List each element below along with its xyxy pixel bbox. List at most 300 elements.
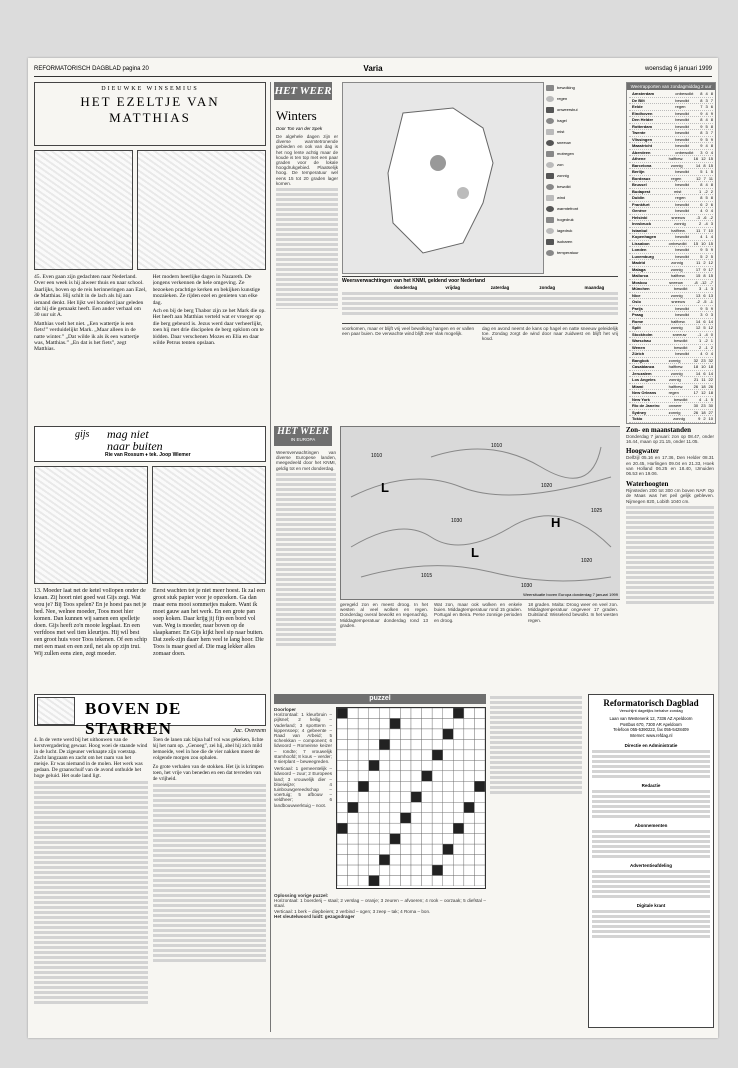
puzzle-cell[interactable] — [369, 844, 380, 854]
puzzle-cell[interactable] — [411, 855, 422, 865]
puzzle-cell[interactable] — [474, 771, 485, 781]
puzzle-cell[interactable] — [358, 844, 369, 854]
legend-icon — [546, 173, 554, 179]
puzzle-cell[interactable] — [422, 802, 433, 812]
puzzle-cell[interactable] — [474, 823, 485, 833]
puzzle-cell[interactable] — [358, 834, 369, 844]
puzzle-cell[interactable] — [443, 865, 454, 875]
puzzle-cell[interactable] — [443, 739, 454, 749]
puzzle-cell[interactable] — [432, 760, 443, 770]
puzzle-cell[interactable] — [411, 781, 422, 791]
report-city: Athene — [632, 156, 646, 161]
puzzle-cell[interactable] — [369, 771, 380, 781]
puzzle-cell[interactable] — [464, 781, 475, 791]
report-city — [632, 423, 668, 425]
puzzle-cell[interactable] — [411, 876, 422, 886]
puzzle-cell[interactable] — [379, 823, 390, 833]
puzzle-cell[interactable] — [390, 876, 401, 886]
puzzle-cell[interactable] — [443, 792, 454, 802]
comic-text-right: Eerst wachten tot je niet meer hoest. Ik zal een groot stuk papier voor je opzoeken. Ga dan maar eens mooi sommetjes maken. Want ik moet gauw aan het werk. En een grote pan soep koken. Daar krijg jij fijn een bord vol van. Weg is moeder, naar boven op de slaapkamer. En Gijs kijkt heel sip naar buiten. Dat zeek-zijn daarr hem veel te lang hoor. Die Toos is maar goed af. Die mag lekker alles zomaar doen. — [153, 588, 265, 657]
puzzle-cell[interactable] — [432, 844, 443, 854]
puzzle-cell[interactable] — [443, 844, 454, 854]
puzzle-cell[interactable] — [453, 708, 464, 718]
puzzle-cell[interactable] — [337, 792, 348, 802]
puzzle-grid[interactable] — [336, 707, 486, 889]
europe-logo-block — [274, 426, 332, 446]
puzzle-cell[interactable] — [337, 823, 348, 833]
weather-map-nl — [342, 82, 544, 274]
puzzle-cell[interactable] — [474, 813, 485, 823]
puzzle-cell[interactable] — [422, 739, 433, 749]
puzzle-cell[interactable] — [337, 834, 348, 844]
puzzle-cell[interactable] — [474, 802, 485, 812]
puzzle-cell[interactable] — [464, 792, 475, 802]
report-city: Amsterdam — [632, 91, 655, 96]
puzzle-cell[interactable] — [379, 802, 390, 812]
puzzle-cell[interactable] — [358, 760, 369, 770]
puzzle-cell[interactable] — [443, 708, 454, 718]
puzzle-cell[interactable] — [464, 855, 475, 865]
puzzle-cell[interactable] — [400, 802, 411, 812]
puzzle-cell[interactable] — [464, 802, 475, 812]
puzzle-cell[interactable] — [369, 865, 380, 875]
puzzle-cell[interactable] — [337, 855, 348, 865]
puzzle-cell[interactable] — [369, 739, 380, 749]
puzzle-cell[interactable] — [464, 771, 475, 781]
report-city: Parijs — [632, 305, 643, 311]
report-temp: 0 — [705, 312, 708, 317]
puzzle-cell[interactable] — [348, 760, 359, 770]
puzzle-cell[interactable] — [369, 876, 380, 886]
puzzle-cell[interactable] — [443, 718, 454, 728]
puzzle-cell[interactable] — [337, 729, 348, 739]
puzzle-cell[interactable] — [432, 855, 443, 865]
puzzle-cell[interactable] — [432, 823, 443, 833]
puzzle-cell[interactable] — [390, 718, 401, 728]
legend-label: motregen — [557, 151, 574, 156]
puzzle-cell[interactable] — [464, 750, 475, 760]
puzzle-cell[interactable] — [464, 718, 475, 728]
report-city: New York — [632, 396, 650, 402]
puzzle-cell[interactable] — [390, 855, 401, 865]
puzzle-cell[interactable] — [464, 876, 475, 886]
puzzle-cell[interactable] — [474, 792, 485, 802]
puzzle-cell[interactable] — [474, 865, 485, 875]
puzzle-cell[interactable] — [464, 844, 475, 854]
puzzle-cell[interactable] — [348, 813, 359, 823]
puzzle-cell[interactable] — [369, 708, 380, 718]
report-temp: 16 — [693, 156, 699, 161]
puzzle-cell[interactable] — [422, 823, 433, 833]
puzzle-cell[interactable] — [422, 865, 433, 875]
puzzle-cell[interactable] — [369, 760, 380, 770]
puzzle-cell[interactable] — [337, 865, 348, 875]
report-temp: 12 — [708, 325, 713, 330]
puzzle-cell[interactable] — [432, 718, 443, 728]
puzzle-cell[interactable] — [464, 760, 475, 770]
puzzle-cell[interactable] — [337, 718, 348, 728]
puzzle-cell[interactable] — [400, 708, 411, 718]
puzzle-cell[interactable] — [379, 855, 390, 865]
puzzle-cell[interactable] — [443, 750, 454, 760]
puzzle-cell[interactable] — [422, 760, 433, 770]
puzzle-cell[interactable] — [411, 823, 422, 833]
report-temp: -2 — [704, 338, 708, 343]
puzzle-cell[interactable] — [422, 834, 433, 844]
comic-panel-right — [152, 466, 266, 584]
puzzle-cell[interactable] — [400, 865, 411, 875]
puzzle-cell[interactable] — [390, 750, 401, 760]
puzzle-cell[interactable] — [369, 802, 380, 812]
puzzle-cell[interactable] — [432, 750, 443, 760]
report-temp: 8 — [710, 91, 713, 96]
puzzle-cell[interactable] — [379, 876, 390, 886]
puzzle-cell[interactable] — [464, 708, 475, 718]
puzzle-cell[interactable] — [400, 729, 411, 739]
puzzle-cell[interactable] — [348, 865, 359, 875]
cloud-icon — [430, 155, 446, 171]
puzzle-cell[interactable] — [432, 865, 443, 875]
puzzle-cell[interactable] — [464, 823, 475, 833]
puzzle-cell[interactable] — [369, 855, 380, 865]
puzzle-cell[interactable] — [390, 813, 401, 823]
puzzle-cell[interactable] — [348, 771, 359, 781]
puzzle-cell[interactable] — [411, 750, 422, 760]
puzzle-cell[interactable] — [411, 739, 422, 749]
puzzle-cell[interactable] — [464, 813, 475, 823]
puzzle-cell[interactable] — [358, 718, 369, 728]
puzzle-cell[interactable] — [453, 802, 464, 812]
puzzle-cell[interactable] — [390, 760, 401, 770]
legend-icon — [546, 195, 554, 201]
puzzle-cell[interactable] — [453, 792, 464, 802]
puzzle-cell[interactable] — [379, 792, 390, 802]
puzzle-cell[interactable] — [432, 802, 443, 812]
report-temp: 17 — [693, 390, 699, 395]
report-city: Jeruzalem — [632, 370, 652, 376]
report-temp: 3 — [705, 97, 708, 103]
puzzle-cell[interactable] — [432, 771, 443, 781]
legend-label: hagel — [557, 118, 567, 123]
report-temp: 0 — [710, 331, 713, 337]
colophon-masthead: Reformatorisch Dagblad — [603, 698, 699, 708]
puzzle-cell[interactable] — [432, 708, 443, 718]
puzzle-cell[interactable] — [453, 813, 464, 823]
puzzle-cell[interactable] — [390, 781, 401, 791]
report-temp: 12 — [701, 390, 706, 395]
puzzle-cell[interactable] — [422, 855, 433, 865]
isobar-label: 1020 — [541, 483, 553, 489]
puzzle-cell[interactable] — [453, 739, 464, 749]
puzzle-cell[interactable] — [379, 718, 390, 728]
puzzle-cell[interactable] — [453, 865, 464, 875]
puzzle-cell[interactable] — [411, 718, 422, 728]
puzzle-cell[interactable] — [411, 708, 422, 718]
puzzle-cell[interactable] — [390, 739, 401, 749]
report-temp: 0 — [705, 351, 708, 356]
puzzle-cell[interactable] — [390, 792, 401, 802]
puzzle-cell[interactable] — [443, 876, 454, 886]
puzzle-cell[interactable] — [358, 708, 369, 718]
puzzle-cell[interactable] — [390, 834, 401, 844]
puzzle-cell[interactable] — [358, 865, 369, 875]
puzzle-cell[interactable] — [432, 739, 443, 749]
puzzle-cell[interactable] — [369, 792, 380, 802]
puzzle-cell[interactable] — [400, 781, 411, 791]
puzzle-cell[interactable] — [358, 781, 369, 791]
puzzle-cell[interactable] — [443, 855, 454, 865]
puzzle-cell[interactable] — [348, 750, 359, 760]
puzzle-cell[interactable] — [390, 771, 401, 781]
puzzle-cell[interactable] — [453, 823, 464, 833]
puzzle-cell[interactable] — [411, 834, 422, 844]
legend-item — [546, 192, 618, 203]
puzzle-cell[interactable] — [348, 855, 359, 865]
puzzle-cell[interactable] — [400, 792, 411, 802]
puzzle-cell[interactable] — [348, 876, 359, 886]
puzzle-cell[interactable] — [369, 718, 380, 728]
puzzle-cell[interactable] — [379, 708, 390, 718]
puzzle-cell[interactable] — [369, 813, 380, 823]
report-temp: 9 — [700, 143, 703, 148]
puzzle-cell[interactable] — [443, 781, 454, 791]
puzzle-cell[interactable] — [411, 729, 422, 739]
report-temp: 5 — [710, 169, 713, 174]
puzzle-cell[interactable] — [348, 834, 359, 844]
puzzle-cell[interactable] — [453, 729, 464, 739]
puzzle-cell[interactable] — [411, 760, 422, 770]
puzzle-cell[interactable] — [474, 750, 485, 760]
puzzle-cell[interactable] — [432, 781, 443, 791]
puzzle-cell[interactable] — [411, 792, 422, 802]
puzzle-cell[interactable] — [390, 823, 401, 833]
puzzle-cell[interactable] — [337, 750, 348, 760]
puzzle-cell[interactable] — [337, 708, 348, 718]
puzzle-cell[interactable] — [348, 781, 359, 791]
puzzle-cell[interactable] — [358, 876, 369, 886]
puzzle-cell[interactable] — [464, 834, 475, 844]
puzzle-cell[interactable] — [422, 781, 433, 791]
report-temp: 15 — [708, 273, 713, 278]
puzzle-cell[interactable] — [411, 771, 422, 781]
puzzle-cell[interactable] — [348, 792, 359, 802]
report-temp: 7 — [703, 175, 706, 181]
puzzle-cell[interactable] — [453, 750, 464, 760]
puzzle-cell[interactable] — [369, 729, 380, 739]
puzzle-cell[interactable] — [474, 760, 485, 770]
report-condition: bewolkt — [675, 234, 689, 239]
puzzle-cell[interactable] — [369, 750, 380, 760]
puzzle-cell[interactable] — [453, 834, 464, 844]
report-temp: 7 — [700, 104, 703, 109]
puzzle-cell[interactable] — [379, 813, 390, 823]
puzzle-cell[interactable] — [400, 855, 411, 865]
puzzle-cell[interactable] — [369, 781, 380, 791]
puzzle-cell[interactable] — [400, 813, 411, 823]
report-condition: halfbew. — [670, 273, 686, 278]
puzzle-cell[interactable] — [337, 760, 348, 770]
puzzle-cell[interactable] — [422, 750, 433, 760]
puzzle-cell[interactable] — [379, 750, 390, 760]
puzzle-cell[interactable] — [411, 865, 422, 875]
report-temp: 26 — [708, 383, 713, 389]
starren-text-fill — [34, 781, 148, 1004]
puzzle-cell[interactable] — [411, 813, 422, 823]
puzzle-cell[interactable] — [432, 876, 443, 886]
puzzle-cell[interactable] — [348, 823, 359, 833]
report-city: Eelde — [632, 104, 643, 109]
puzzle-cell[interactable] — [422, 792, 433, 802]
puzzle-cell[interactable] — [369, 823, 380, 833]
puzzle-cell[interactable] — [464, 729, 475, 739]
story1-text4: Ach en bij de berg Thabor zijn ze het Mark die op. Het heeft aan Matthias verteld wat er vroeger op die berg gebeurd is. Jezus werd daar verheerlijkt, toen hij met drie discipelen de berg opklom om te bidden. Daar verschenen Mozes en Elia en daar wilde Petrus tenten opslaan. — [152, 308, 266, 347]
puzzle-cell[interactable] — [358, 729, 369, 739]
puzzle-cell[interactable] — [358, 750, 369, 760]
puzzle-cell[interactable] — [474, 876, 485, 886]
puzzle-cell[interactable] — [358, 813, 369, 823]
puzzle-cell[interactable] — [400, 771, 411, 781]
puzzle-cell[interactable] — [453, 876, 464, 886]
puzzle-cell[interactable] — [400, 823, 411, 833]
puzzle-cell[interactable] — [432, 834, 443, 844]
puzzle-cell[interactable] — [337, 813, 348, 823]
report-condition: halfbew. — [671, 227, 686, 233]
puzzle-cell[interactable] — [337, 781, 348, 791]
report-temp — [703, 423, 707, 425]
puzzle-cell[interactable] — [443, 834, 454, 844]
report-condition: sneeuw — [671, 299, 686, 304]
puzzle-cell[interactable] — [379, 760, 390, 770]
puzzle-cell[interactable] — [422, 718, 433, 728]
puzzle-cell[interactable] — [379, 844, 390, 854]
puzzle-cell[interactable] — [422, 729, 433, 739]
legend-label: regen — [557, 96, 568, 101]
puzzle-cell[interactable] — [337, 876, 348, 886]
puzzle-cell[interactable] — [422, 813, 433, 823]
puzzle-cell[interactable] — [337, 802, 348, 812]
puzzle-cell[interactable] — [474, 855, 485, 865]
puzzle-cell[interactable] — [411, 802, 422, 812]
puzzle-cell[interactable] — [474, 844, 485, 854]
puzzle-cell[interactable] — [474, 708, 485, 718]
puzzle-cell[interactable] — [400, 760, 411, 770]
puzzle-cell[interactable] — [379, 739, 390, 749]
report-temp: 5 — [700, 253, 703, 259]
puzzle-cell[interactable] — [443, 823, 454, 833]
puzzle-cell[interactable] — [432, 792, 443, 802]
puzzle-cell[interactable] — [379, 781, 390, 791]
puzzle-cell[interactable] — [453, 771, 464, 781]
puzzle-cell[interactable] — [348, 729, 359, 739]
puzzle-cell[interactable] — [422, 844, 433, 854]
puzzle-cell[interactable] — [422, 771, 433, 781]
puzzle-cell[interactable] — [400, 718, 411, 728]
puzzle-cell[interactable] — [379, 865, 390, 875]
isobar-label: 1030 — [451, 518, 463, 524]
puzzle-cell[interactable] — [379, 729, 390, 739]
puzzle-cell[interactable] — [348, 802, 359, 812]
puzzle-cell[interactable] — [348, 844, 359, 854]
puzzle-cell[interactable] — [474, 718, 485, 728]
puzzle-cell[interactable] — [369, 834, 380, 844]
puzzle-cell[interactable] — [464, 865, 475, 875]
report-condition: onbewolkt — [668, 240, 687, 246]
puzzle-cell[interactable] — [474, 729, 485, 739]
puzzle-cell[interactable] — [390, 802, 401, 812]
puzzle-cell[interactable] — [379, 834, 390, 844]
puzzle-cell[interactable] — [358, 802, 369, 812]
report-temp: 9 — [710, 110, 713, 116]
puzzle-cell[interactable] — [400, 834, 411, 844]
report-condition: halfbew. — [668, 383, 684, 389]
puzzle-cell[interactable] — [358, 855, 369, 865]
puzzle-cell[interactable] — [443, 771, 454, 781]
puzzle-cell[interactable] — [443, 760, 454, 770]
puzzle-cell[interactable] — [453, 718, 464, 728]
puzzle-cell[interactable] — [453, 760, 464, 770]
puzzle-cell[interactable] — [379, 771, 390, 781]
puzzle-cell[interactable] — [411, 844, 422, 854]
colophon-line: Postbus 670, 7300 AR Apeldoorn — [620, 721, 682, 727]
puzzle-cell[interactable] — [464, 739, 475, 749]
puzzle-cell[interactable] — [400, 876, 411, 886]
puzzle-cell[interactable] — [474, 834, 485, 844]
puzzle-cell[interactable] — [390, 708, 401, 718]
puzzle-cell[interactable] — [453, 844, 464, 854]
puzzle-cell[interactable] — [400, 739, 411, 749]
puzzle-cell[interactable] — [358, 771, 369, 781]
puzzle-cell[interactable] — [422, 708, 433, 718]
report-temp: 26 — [693, 383, 699, 389]
puzzle-cell[interactable] — [358, 739, 369, 749]
colophon-section-body — [592, 870, 710, 898]
puzzle-cell[interactable] — [390, 844, 401, 854]
report-temp: 23 — [701, 403, 706, 408]
puzzle-cell[interactable] — [443, 729, 454, 739]
europe-map-caption: Weersituatie boven Europa donderdag 7 januari 1999 — [523, 592, 618, 597]
report-temp: 14 — [695, 370, 701, 376]
puzzle-cell[interactable] — [358, 792, 369, 802]
puzzle-cell[interactable] — [422, 876, 433, 886]
puzzle-cell[interactable] — [453, 855, 464, 865]
report-temp: 4 — [705, 143, 708, 148]
puzzle-cell[interactable] — [390, 865, 401, 875]
puzzle-cell[interactable] — [443, 802, 454, 812]
puzzle-cell[interactable] — [474, 739, 485, 749]
puzzle-cell[interactable] — [337, 844, 348, 854]
puzzle-cell[interactable] — [400, 750, 411, 760]
report-temp: 4 — [705, 110, 708, 116]
puzzle-cell[interactable] — [453, 781, 464, 791]
puzzle-cell[interactable] — [358, 823, 369, 833]
report-city: Oslo — [632, 299, 641, 304]
story-series: DIEUWKE WINSEMIUS — [101, 86, 199, 92]
report-temp: -6 — [702, 214, 707, 220]
puzzle-cell[interactable] — [348, 708, 359, 718]
report-temp: 9 — [700, 110, 703, 116]
puzzle-cell[interactable] — [390, 729, 401, 739]
puzzle-cell[interactable] — [400, 844, 411, 854]
puzzle-cell[interactable] — [348, 739, 359, 749]
puzzle-cell[interactable] — [348, 718, 359, 728]
puzzle-cell[interactable] — [443, 813, 454, 823]
puzzle-cell[interactable] — [432, 813, 443, 823]
puzzle-cell[interactable] — [337, 771, 348, 781]
puzzle-cell[interactable] — [337, 739, 348, 749]
report-temp: 5 — [705, 305, 708, 311]
puzzle-cell[interactable] — [474, 781, 485, 791]
puzzle-cell[interactable] — [432, 729, 443, 739]
